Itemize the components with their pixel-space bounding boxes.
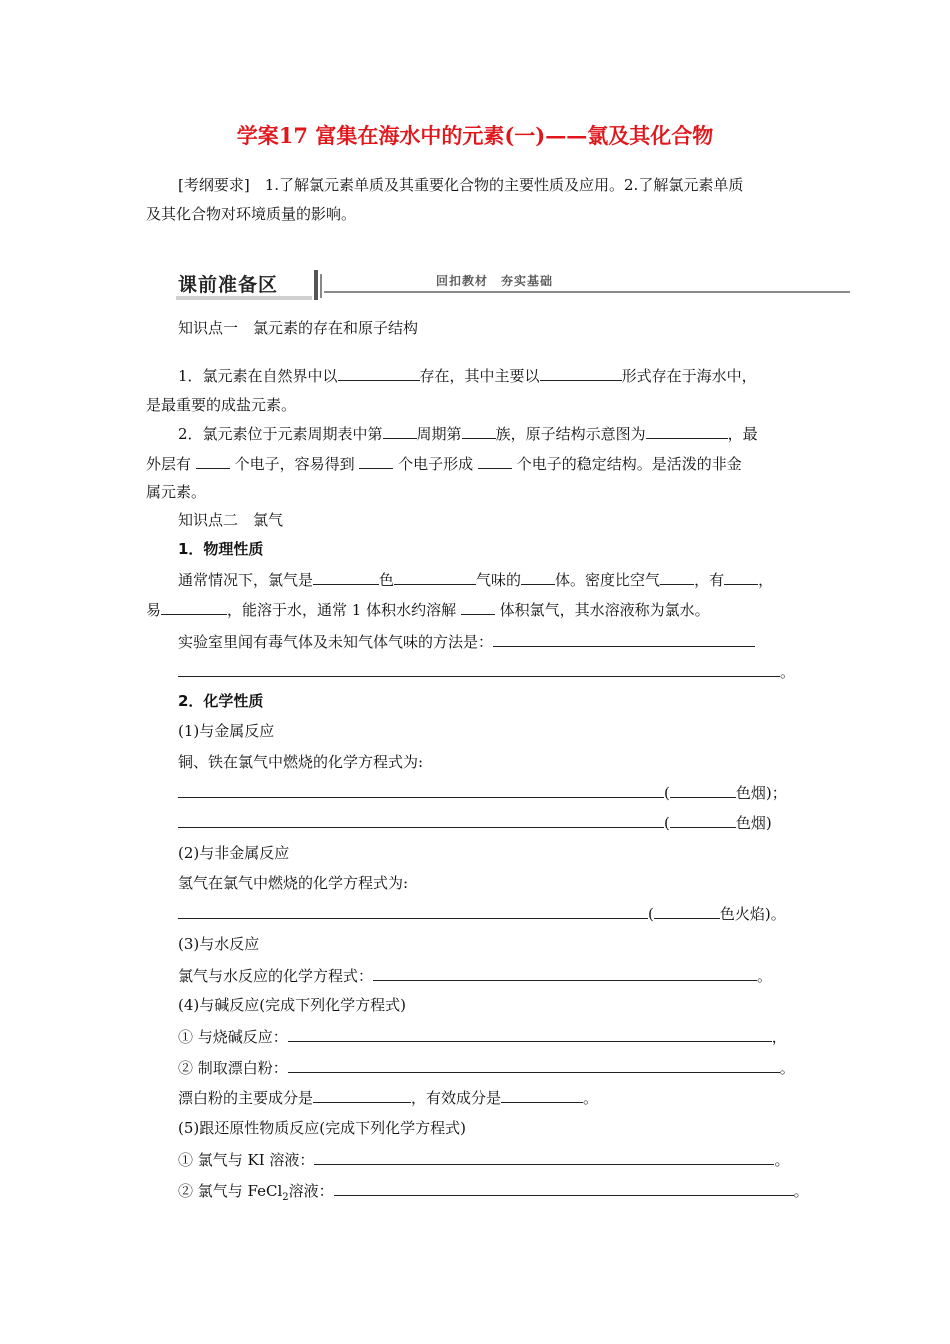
fill-blank[interactable] [178,812,664,828]
text: ，能溶于水，通常 1 体积水约溶解 [227,601,457,619]
text: 外层有 [146,455,192,473]
smell-method-line1 [178,631,755,652]
fill-blank[interactable] [383,423,417,439]
text: 易 [146,601,162,619]
fill-blank[interactable] [178,782,664,798]
fill-blank[interactable] [462,423,496,439]
nonmetal-desc: 氢气在氯气中燃烧的化学方程式为: [178,874,409,892]
fill-blank[interactable] [359,453,393,469]
text: ，有效成分是 [411,1089,502,1107]
banner-title: 课前准备区 [178,274,279,296]
text: 个电子，容易得到 [234,455,355,473]
fill-blank[interactable] [501,1087,583,1103]
fill-blank[interactable] [334,1180,794,1196]
metal-eq-2 [178,812,772,833]
phys-line1 [178,569,773,590]
kp1-q2-line3: 属元素。 [146,483,207,501]
base-eq-1 [178,1026,787,1047]
text: 2．氯元素位于元素周期表中第 [178,425,383,443]
text: 体积氯气，其水溶液称为氯水。 [499,601,710,619]
nonmetal-eq [178,903,786,924]
text: 。 [774,1151,790,1169]
text: 体。密度比空气 [555,571,661,589]
text: 。 [793,1182,809,1200]
text: ( [664,784,670,802]
text: ，有 [694,571,725,589]
metal-heading: (1)与金属反应 [178,722,275,740]
reduction-eq-1 [178,1149,789,1170]
kp1-q2-line1 [178,423,758,444]
nonmetal-heading: (2)与非金属反应 [178,844,290,862]
requirements-line-1: [考纲要求] 1.了解氯元素单质及其重要化合物的主要性质及应用。2.了解氯元素单质 [178,176,744,194]
fill-blank[interactable] [670,812,736,828]
text: 。 [779,1059,795,1077]
text: ， [771,1028,787,1046]
text: 个电子的稳定结构。是活泼的非金 [516,455,742,473]
water-eq [178,965,772,986]
fill-blank[interactable] [521,569,555,585]
banner-subtitle: 回扣教材 夯实基础 [436,274,554,288]
base-heading: (4)与碱反应(完成下列化学方程式) [178,996,406,1014]
text: 通常情况下，氯气是 [178,571,314,589]
fill-blank[interactable] [373,965,757,981]
metal-eq-1 [178,782,787,803]
fill-blank[interactable] [161,599,227,615]
text: ( [664,814,670,832]
text: 气味的 [476,571,522,589]
smell-method-line2 [178,661,795,682]
metal-desc: 铜、铁在氯气中燃烧的化学方程式为: [178,753,424,771]
text: 溶液： [288,1182,334,1200]
base-eq-2 [178,1057,795,1078]
fill-blank[interactable] [196,453,230,469]
text: 族，原子结构示意图为 [495,425,646,443]
text: 存在，其中主要以 [419,367,540,385]
text: ① 与烧碱反应： [178,1028,288,1046]
reduction-heading: (5)跟还原性物质反应(完成下列化学方程式) [178,1119,466,1137]
fill-blank[interactable] [478,453,512,469]
phys-line2 [146,599,710,620]
water-heading: (3)与水反应 [178,935,260,953]
text: 。 [583,1089,599,1107]
fill-blank[interactable] [288,1057,780,1073]
chemical-properties-heading: 2．化学性质 [178,692,264,710]
fill-blank[interactable] [313,569,379,585]
fill-blank[interactable] [394,569,476,585]
text: 漂白粉的主要成分是 [178,1089,314,1107]
bleach-line [178,1087,598,1108]
text: 1．氯元素在自然界中以 [178,367,338,385]
text: 氯气与水反应的化学方程式： [178,967,374,985]
banner-divider [314,270,318,300]
kp1-q1-line1 [178,365,757,386]
fill-blank[interactable] [288,1026,772,1042]
text: 。 [780,663,796,681]
fill-blank[interactable] [670,782,736,798]
fill-blank[interactable] [461,599,495,615]
fill-blank[interactable] [178,903,648,919]
text: 形式存在于海水中， [621,367,757,385]
banner-divider-thin [320,274,322,298]
fill-blank[interactable] [646,423,728,439]
text: ，最 [727,425,758,443]
text: 。 [757,967,773,985]
banner-rule [324,291,850,293]
section-banner [174,266,850,302]
text: 实验室里闻有毒气体及未知气体气味的方法是： [178,633,494,651]
text: 周期第 [416,425,462,443]
fill-blank[interactable] [338,365,420,381]
text: ， [758,571,774,589]
kp2-heading: 知识点二 氯气 [178,511,284,529]
fill-blank[interactable] [654,903,720,919]
kp1-heading: 知识点一 氯元素的存在和原子结构 [178,319,419,337]
text: ( [648,905,654,923]
text: 色 [379,571,395,589]
subscript: 2 [282,1192,289,1203]
fill-blank[interactable] [660,569,694,585]
kp1-q2-line2 [146,453,742,474]
fill-blank[interactable] [178,661,780,677]
fill-blank[interactable] [313,1087,411,1103]
text: ① 氯气与 KI 溶液： [178,1151,315,1169]
kp1-q1-line2: 是最重要的成盐元素。 [146,396,297,414]
reduction-eq-2 [178,1180,809,1208]
physical-properties-heading: 1．物理性质 [178,540,264,558]
text: 色烟)； [735,784,787,802]
text: ② 氯气与 FeCl [178,1182,283,1200]
fill-blank[interactable] [724,569,758,585]
requirements-line-2: 及其化合物对环境质量的影响。 [146,205,357,223]
fill-blank[interactable] [540,365,622,381]
fill-blank[interactable] [493,631,755,647]
page-title: 学案17 富集在海水中的元素(一)——氯及其化合物 [236,123,714,148]
text: ② 制取漂白粉： [178,1059,288,1077]
text: 色火焰)。 [719,905,786,923]
text: 个电子形成 [398,455,474,473]
text: 色烟) [735,814,772,832]
fill-blank[interactable] [314,1149,774,1165]
